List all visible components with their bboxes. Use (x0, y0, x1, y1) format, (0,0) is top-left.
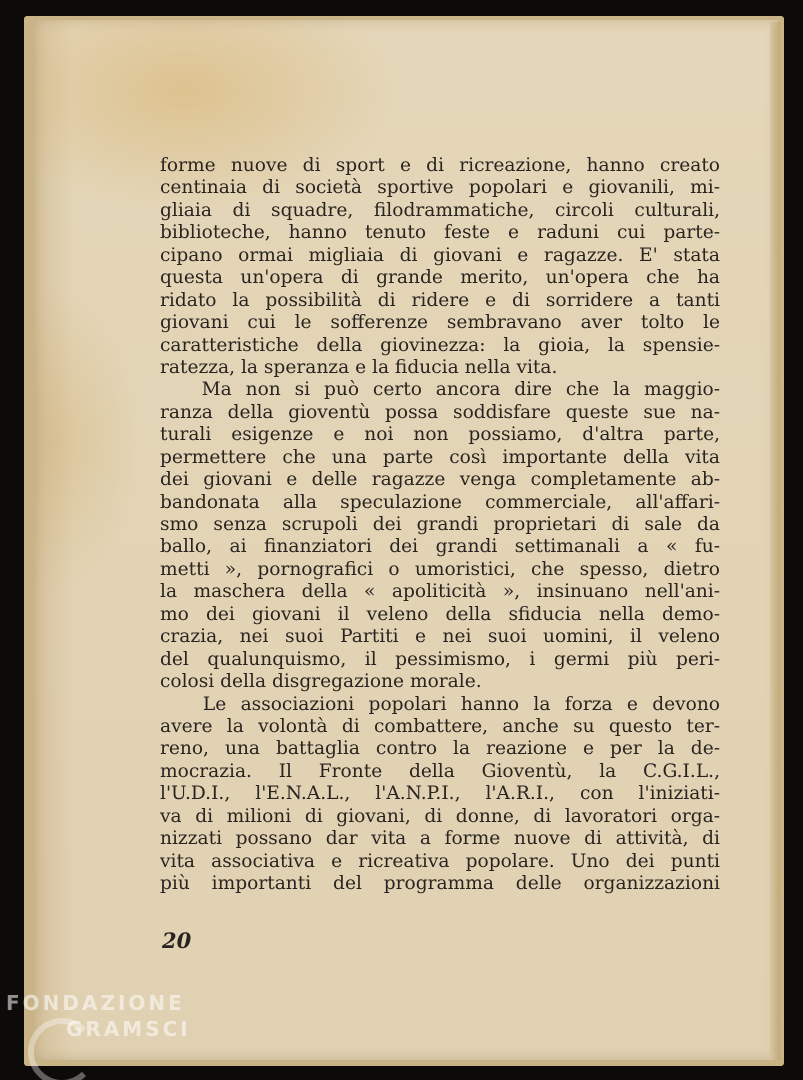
text-line: del qualunquismo, il pessimismo, i germi più peri- (160, 648, 720, 670)
text-line: Le associazioni popolari hanno la forza e devono (160, 693, 720, 715)
text-line: Ma non si può certo ancora dire che la maggio- (160, 379, 720, 401)
text-line: caratteristiche della giovinezza: la gioia, la spensie- (160, 334, 720, 356)
text-line: colosi della disgregazione morale. (160, 671, 482, 693)
text-line: reno, una battaglia contro la reazione e per la de- (160, 738, 720, 760)
text-line: dei giovani e delle ragazze venga completamente ab- (160, 469, 720, 491)
text-line: smo senza scrupoli dei grandi proprietari di sale da (160, 514, 720, 535)
text-line: ranza della gioventù possa soddisfare queste sue na- (160, 401, 720, 423)
text-line: metti », pornografici o umoristici, che spesso, dietro (160, 558, 720, 580)
watermark (6, 993, 191, 1039)
text-line: cipano ormai migliaia di giovani e ragazze. E' stata (160, 244, 720, 266)
text-line: centinaia di società sportive popolari e giovanili, mi- (160, 177, 720, 199)
page-edge (770, 22, 780, 1060)
text-line: mocrazia. Il Fronte della Gioventù, la C.G.I.L., (160, 760, 720, 782)
text-line: ballo, ai finanziatori dei grandi settimanali a « fu- (160, 536, 720, 558)
text-line: nizzati possano dar vita a forme nuove di attività, di (160, 828, 720, 850)
text-line: più importanti del programma delle organizzazioni (160, 873, 720, 894)
text-line: gliaia di squadre, filodrammatiche, circoli culturali, (160, 199, 720, 221)
text-line: biblioteche, hanno tenuto feste e raduni cui parte- (160, 222, 720, 244)
text-line: va di milioni di giovani, di donne, di lavoratori orga- (160, 805, 720, 827)
text-line: forme nuove di sport e di ricreazione, hanno creato (160, 155, 720, 176)
text-line: crazia, nei suoi Partiti e nei suoi uomini, il veleno (160, 626, 720, 648)
text-line: la maschera della « apoliticità », insinuano nell'ani- (160, 581, 720, 603)
text-line: questa un'opera di grande merito, un'opera che ha (160, 267, 720, 289)
text-line: giovani cui le sofferenze sembravano aver tolto le (160, 312, 720, 334)
text-line: mo dei giovani il veleno della sfiducia nella demo- (160, 603, 720, 625)
text-line: vita associativa e ricreativa popolare. Uno dei punti (160, 850, 720, 872)
text-line: l'U.D.I., l'E.N.A.L., l'A.N.P.I., l'A.R.I., con l'iniziati- (160, 783, 720, 805)
text-line: turali esigenze e noi non possiamo, d'altra parte, (160, 424, 720, 446)
text-line: avere la volontà di combattere, anche su questo ter- (160, 715, 720, 737)
watermark-line-1: FONDAZIONE (6, 991, 185, 1015)
text-line: permettere che una parte così importante della vita (160, 446, 720, 468)
text-line: ridato la possibilità di ridere e di sorridere a tanti (160, 289, 720, 311)
text-line: ratezza, la speranza e la fiducia nella vita. (160, 356, 558, 378)
page-number: 20 (162, 928, 192, 953)
body-text (160, 155, 720, 895)
watermark-line-2: GRAMSCI (66, 1017, 191, 1041)
text-line: bandonata alla speculazione commerciale, all'affari- (160, 491, 720, 513)
